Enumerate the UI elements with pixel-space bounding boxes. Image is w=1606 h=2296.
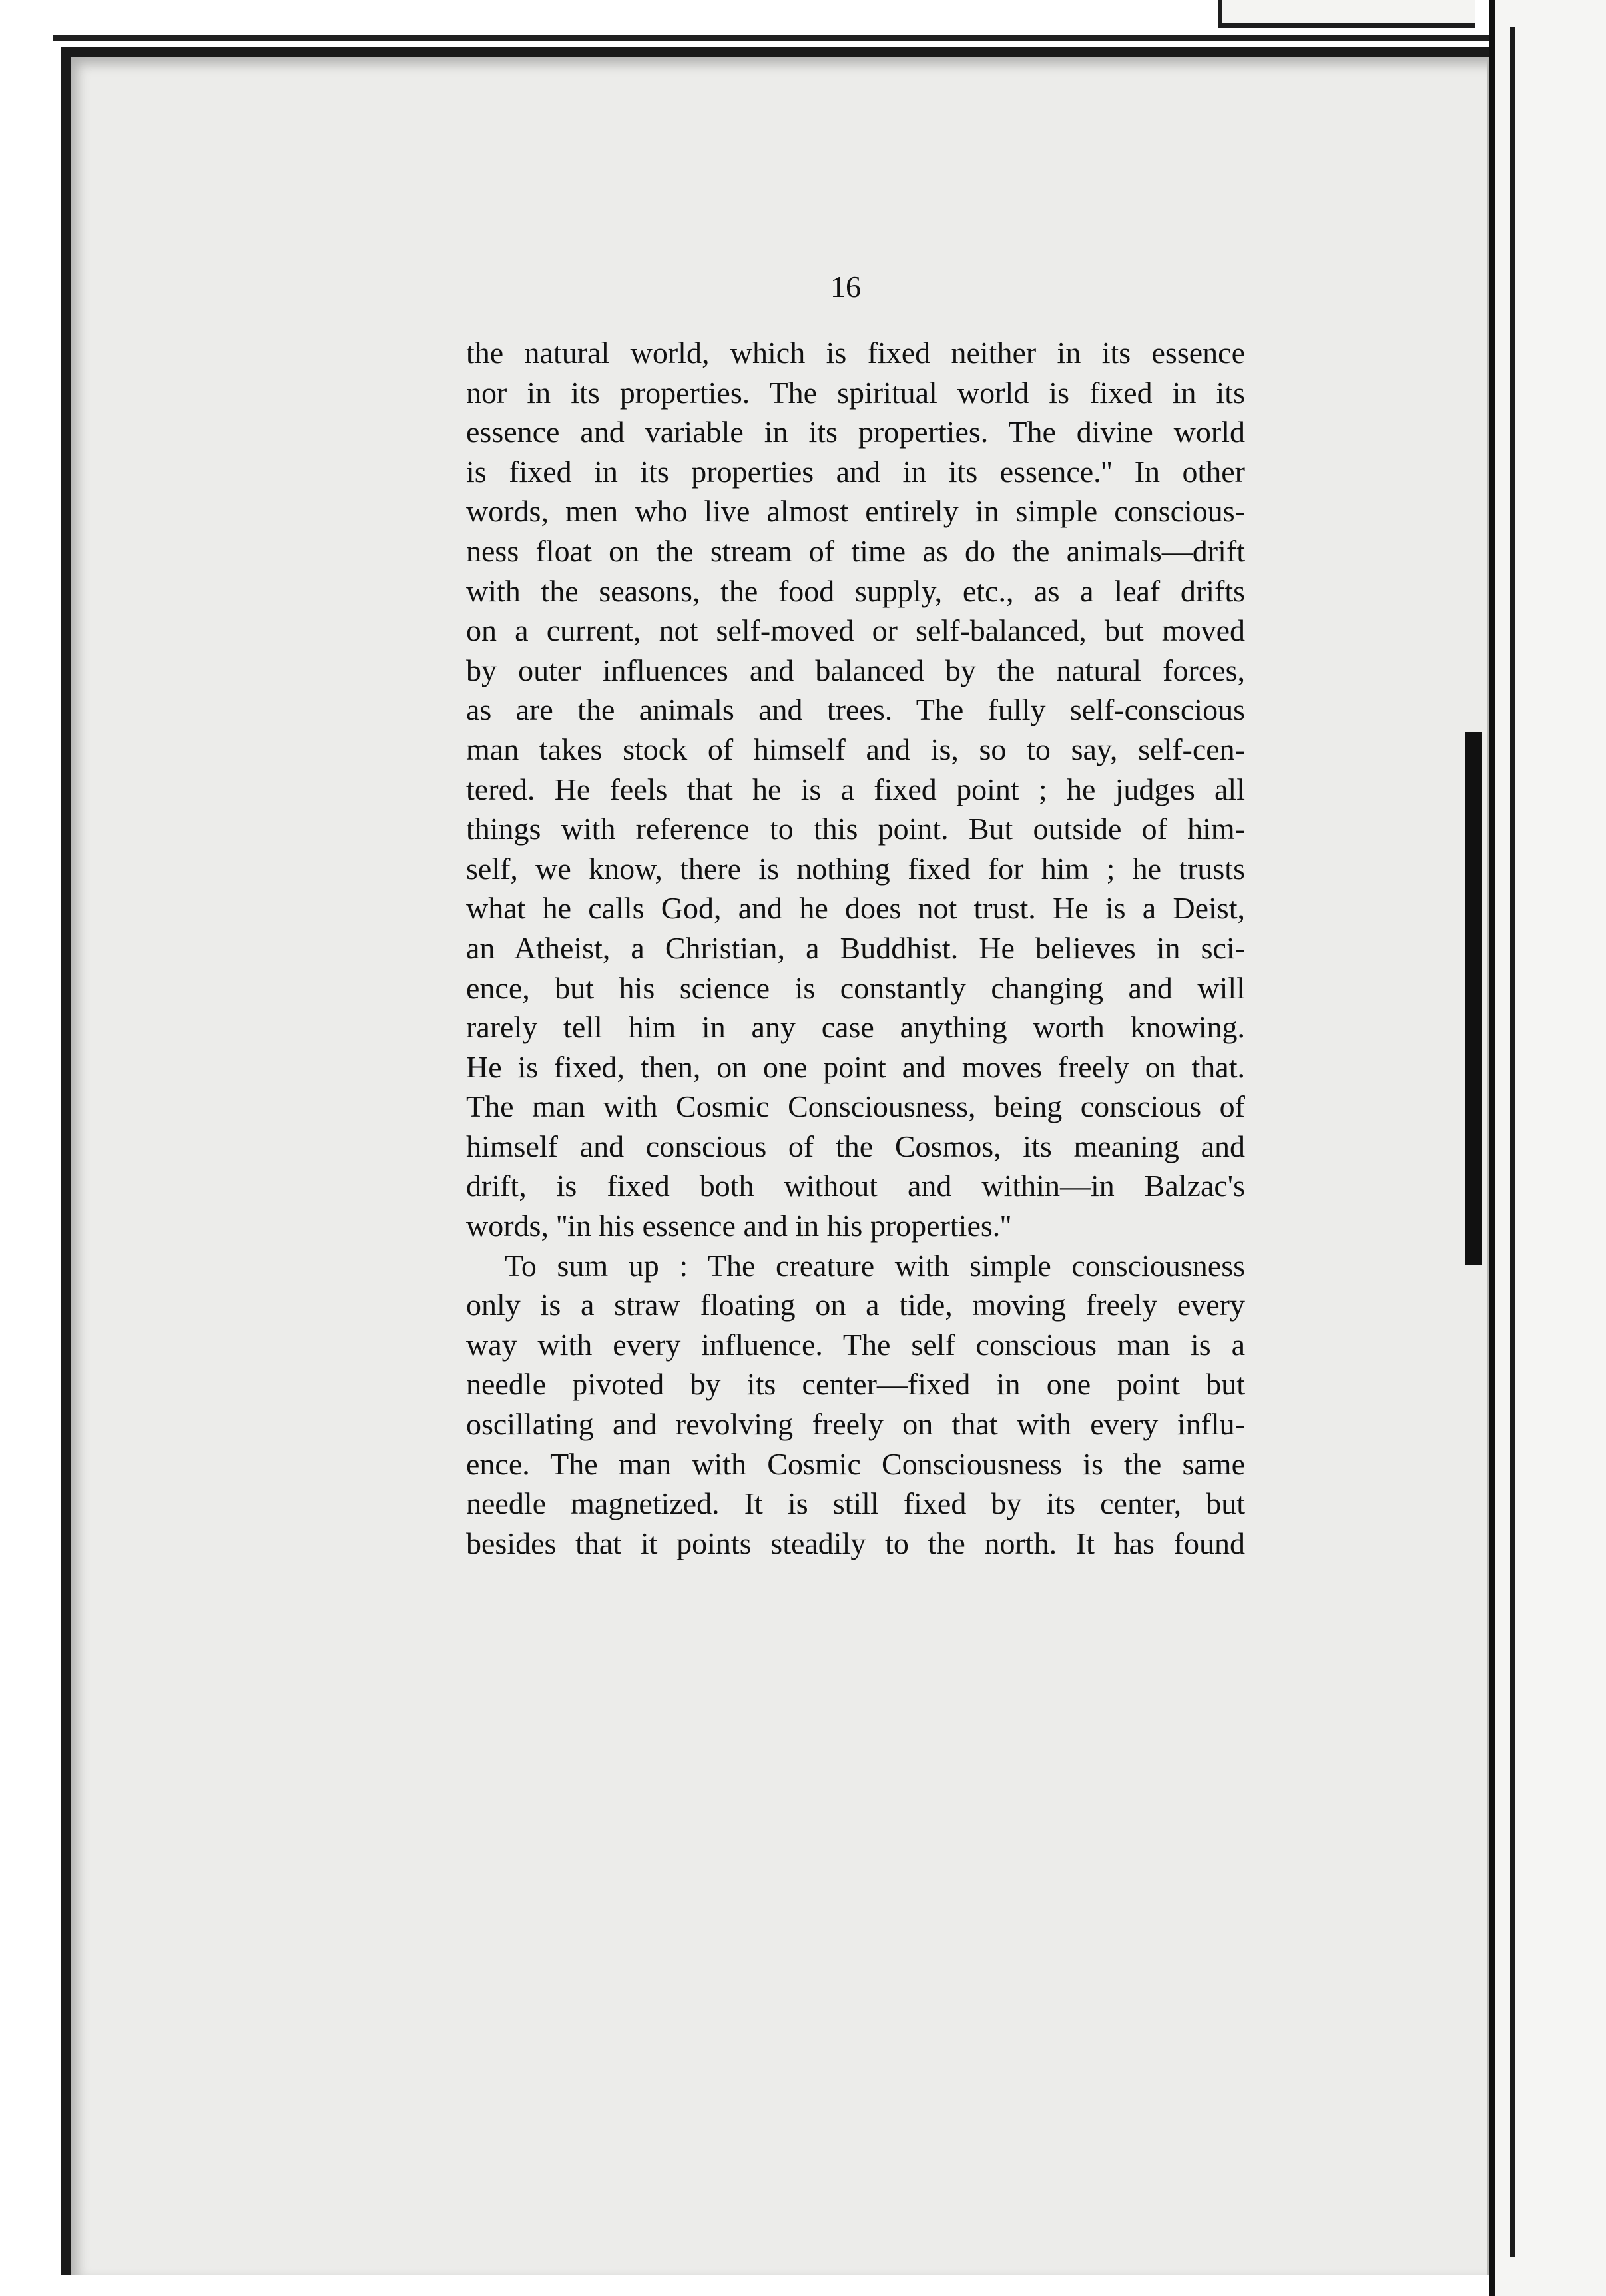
text-line-28: oscillating and revolving freely on that with every influ- <box>466 1407 1245 1442</box>
page-text <box>466 333 1245 1563</box>
text-line-15: what he calls God, and he does not trust. He is a Deist, <box>466 891 1245 926</box>
text-line-11: man takes stock of himself and is, so to say, self-cen- <box>466 732 1245 766</box>
text-line-26: way with every influence. The self conscious man is a <box>466 1327 1245 1362</box>
top-scan-rule <box>53 35 1505 41</box>
text-line-23: words, ''in his essence and in his properties.'' <box>466 1209 1011 1243</box>
text-line-31: besides that it points steadily to the north. It has found <box>466 1526 1245 1560</box>
text-line-18: rarely tell him in any case anything worth knowing. <box>466 1010 1245 1045</box>
text-line-25: only is a straw floating on a tide, moving freely every <box>466 1288 1245 1322</box>
text-line-14: self, we know, there is nothing fixed for him ; he trusts <box>466 851 1245 886</box>
top-right-scan-edge <box>1218 0 1475 28</box>
text-line-5: words, men who live almost entirely in simple conscious- <box>466 494 1245 529</box>
text-line-4: is fixed in its properties and in its essence.'' In other <box>466 454 1245 489</box>
text-line-16: an Atheist, a Christian, a Buddhist. He believes in sci- <box>466 930 1245 965</box>
text-line-2: nor in its properties. The spiritual world is fixed in its <box>466 375 1245 410</box>
text-line-10: as are the animals and trees. The fully self-conscious <box>466 693 1245 727</box>
text-line-1: the natural world, which is fixed neither in its essence <box>466 336 1245 370</box>
text-line-20: The man with Cosmic Consciousness, being conscious of <box>466 1089 1245 1124</box>
text-line-30: needle magnetized. It is still fixed by its center, but <box>466 1486 1245 1521</box>
text-line-7: with the seasons, the food supply, etc., as a leaf drifts <box>466 573 1245 608</box>
text-line-24: To sum up : The creature with simple consciousness <box>505 1248 1245 1283</box>
text-line-19: He is fixed, then, on one point and moves freely on that. <box>466 1049 1245 1084</box>
text-line-21: himself and conscious of the Cosmos, its meaning and <box>466 1129 1245 1163</box>
text-line-29: ence. The man with Cosmic Consciousness is the same <box>466 1446 1245 1481</box>
text-line-6: ness float on the stream of time as do the animals—drift <box>466 533 1245 568</box>
text-line-3: essence and variable in its properties. The divine world <box>466 415 1245 449</box>
text-line-9: by outer influences and balanced by the natural forces, <box>466 653 1245 687</box>
text-line-17: ence, but his science is constantly changing and will <box>466 970 1245 1005</box>
binding-shadow <box>1465 732 1482 1265</box>
adjacent-page-edge <box>1489 0 1606 2296</box>
text-line-22: drift, is fixed both without and within—in Balzac's <box>466 1169 1245 1203</box>
text-line-27: needle pivoted by its center—fixed in one point but <box>466 1367 1245 1402</box>
text-line-13: things with reference to this point. But outside of him- <box>466 812 1245 846</box>
page-number: 16 <box>830 270 861 304</box>
text-line-8: on a current, not self-moved or self-balanced, but moved <box>466 613 1245 648</box>
text-line-12: tered. He feels that he is a fixed point ; he judges all <box>466 772 1245 806</box>
